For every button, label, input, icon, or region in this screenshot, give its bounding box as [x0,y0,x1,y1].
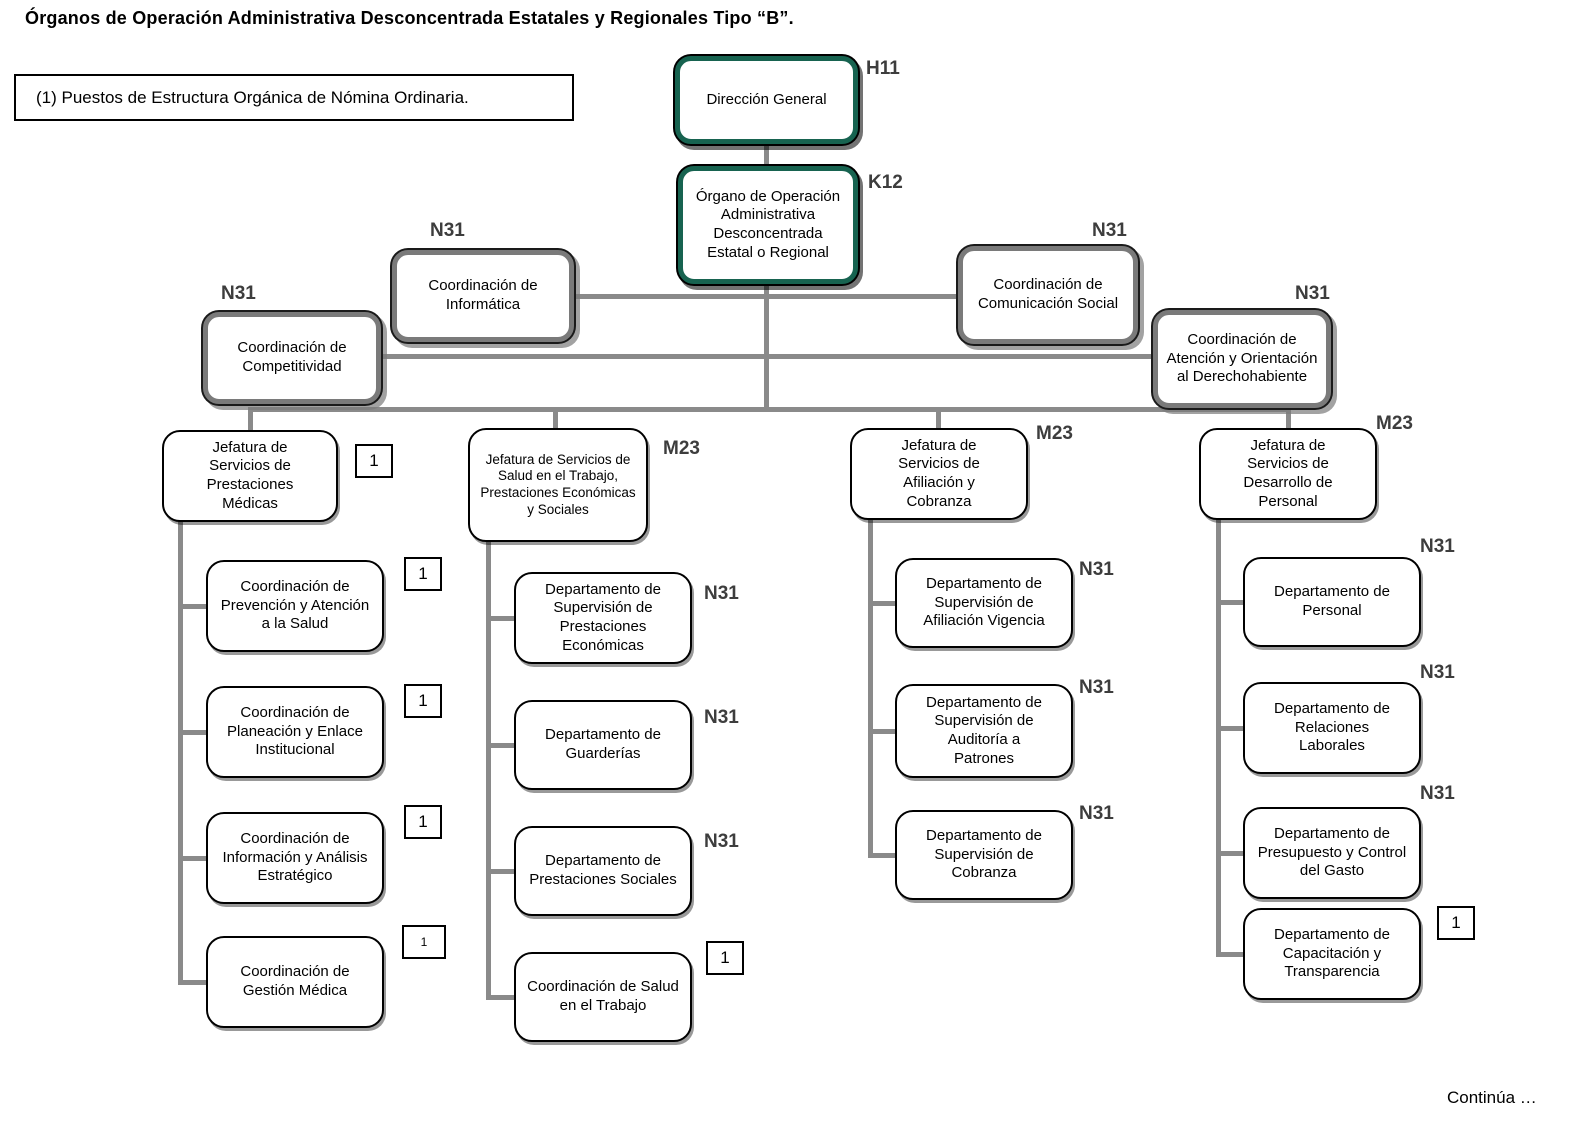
org-box-label: Departamento de Capacitación y Transparencia [1274,926,1390,981]
org-box-label: Coordinación de Gestión Médica [240,963,350,999]
org-box-jefatura-afiliacion-cobranza [850,428,1028,520]
org-box-label: Departamento de Presupuesto y Control del Gasto [1257,825,1407,880]
org-box-coordinacion-atencion-derechohabiente [1153,310,1331,408]
org-box-label: Departamento de Relaciones Laborales [1274,700,1390,755]
connector-line [574,294,960,299]
count-badge: 1 [404,805,442,839]
org-box-label: Jefatura de Servicios de Desarrollo de Personal [1243,436,1333,510]
legend-note-box [14,74,574,121]
org-box-depto-relaciones-laborales [1243,682,1421,774]
org-box-coordinacion-prevencion-salud [206,560,384,652]
org-box-coordinacion-informatica [392,250,574,342]
grade-label-k12: K12 [868,172,903,193]
connector-line [868,853,895,858]
org-box-jefatura-salud-trabajo [468,428,648,542]
grade-label-n31: N31 [704,831,739,852]
grade-label-n31: N31 [1079,559,1114,580]
org-box-label: Departamento de Personal [1274,583,1390,619]
org-box-label: Departamento de Prestaciones Sociales [529,852,677,888]
grade-label-n31: N31 [430,220,465,241]
org-box-depto-guarderias [514,700,692,790]
count-badge: 1 [404,557,442,591]
connector-line [1216,952,1243,957]
grade-label-n31: N31 [1092,220,1127,241]
connector-line [178,856,206,861]
org-box-coordinacion-salud-trabajo [514,952,692,1042]
connector-line [868,601,895,606]
org-box-label: Órgano de Operación Administrativa Desconcentrada Estatal o Regional [695,187,841,261]
org-box-label: Departamento de Guarderías [545,726,661,762]
grade-label-n31: N31 [1420,783,1455,804]
org-box-label: Coordinación de Información y Análisis Estratégico [222,830,368,885]
org-box-organo-operacion [678,166,858,284]
connector-line [1216,851,1243,856]
org-box-depto-supervision-afiliacion-vigencia [895,558,1073,648]
connector-line [178,520,183,985]
org-box-label: Coordinación de Planeación y Enlace Institucional [227,704,363,759]
connector-line [381,354,1155,359]
count-badge: 1 [404,684,442,718]
grade-label-h11: H11 [866,58,900,79]
org-box-label: Jefatura de Servicios de Salud en el Trabajo, Prestaciones Económicas y Sociales [480,451,636,517]
connector-line [1216,600,1243,605]
org-box-depto-supervision-auditoria-patrones [895,684,1073,778]
grade-label-n31: N31 [704,707,739,728]
count-badge: 1 [706,941,744,975]
org-box-label: Coordinación de Comunicación Social [977,276,1119,312]
grade-label-n31: N31 [1079,803,1114,824]
org-box-jefatura-desarrollo-personal [1199,428,1377,520]
grade-label-n31: N31 [1079,677,1114,698]
org-box-label: Jefatura de Servicios de Afiliación y Cobranza [898,436,980,510]
org-box-coordinacion-gestion-medica [206,936,384,1028]
connector-line [178,604,206,609]
count-badge: 1 [355,444,393,478]
org-box-label: Coordinación de Competitividad [237,339,347,375]
grade-label-n31: N31 [1420,536,1455,557]
grade-label-n31: N31 [1420,662,1455,683]
connector-line [486,540,491,1000]
connector-line [1216,726,1243,731]
org-box-jefatura-prestaciones-medicas [162,430,338,522]
org-box-depto-supervision-cobranza [895,810,1073,900]
grade-label-m23: M23 [1036,423,1073,444]
org-box-depto-presupuesto-gasto [1243,807,1421,899]
connector-line [248,407,1291,412]
org-box-label: Departamento de Supervisión de Cobranza [926,827,1042,882]
connector-line [868,729,895,734]
connector-line [178,730,206,735]
grade-label-n31: N31 [1295,283,1330,304]
connector-line [486,995,514,1000]
connector-line [486,743,514,748]
org-box-depto-capacitacion-transparencia [1243,908,1421,1000]
connector-line [486,869,514,874]
count-badge: 1 [402,925,446,959]
legend-note-text: (1) Puestos de Estructura Orgánica de Nómina Ordinaria. [36,87,469,107]
connector-line [178,980,206,985]
org-box-label: Jefatura de Servicios de Prestaciones Médicas [206,438,294,512]
connector-line [486,616,514,621]
page-title: Órganos de Operación Administrativa Desconcentrada Estatales y Regionales Tipo “B”. [25,8,794,28]
org-box-label: Departamento de Supervisión de Prestaciones Económicas [545,580,661,654]
org-box-label: Dirección General [706,90,827,108]
connector-line [868,518,873,858]
connector-line [1216,518,1221,957]
org-box-label: Departamento de Supervisión de Auditoría a Patrones [926,693,1042,767]
org-box-label: Coordinación de Atención y Orientación al Derechohabiente [1166,331,1318,386]
org-box-label: Departamento de Supervisión de Afiliación Vigencia [923,575,1045,630]
org-box-label: Coordinación de Informática [428,277,538,313]
org-box-depto-prestaciones-sociales [514,826,692,916]
org-box-coordinacion-comunicacion-social [958,246,1138,344]
grade-label-n31: N31 [704,583,739,604]
grade-label-m23: M23 [1376,413,1413,434]
count-badge: 1 [1437,906,1475,940]
grade-label-m23: M23 [663,438,700,459]
org-box-coordinacion-planeacion-enlace [206,686,384,778]
org-box-depto-personal [1243,557,1421,647]
continuation-text: Continúa … [1447,1088,1537,1107]
connector-line [764,282,769,412]
org-box-label: Coordinación de Salud en el Trabajo [527,978,679,1014]
org-box-coordinacion-informacion-analisis [206,812,384,904]
org-box-depto-supervision-prestaciones-economicas [514,572,692,664]
grade-label-n31: N31 [221,283,256,304]
org-box-label: Coordinación de Prevención y Atención a la Salud [220,578,370,633]
org-box-coordinacion-competitividad [203,312,381,404]
org-box-direccion-general [675,56,858,144]
